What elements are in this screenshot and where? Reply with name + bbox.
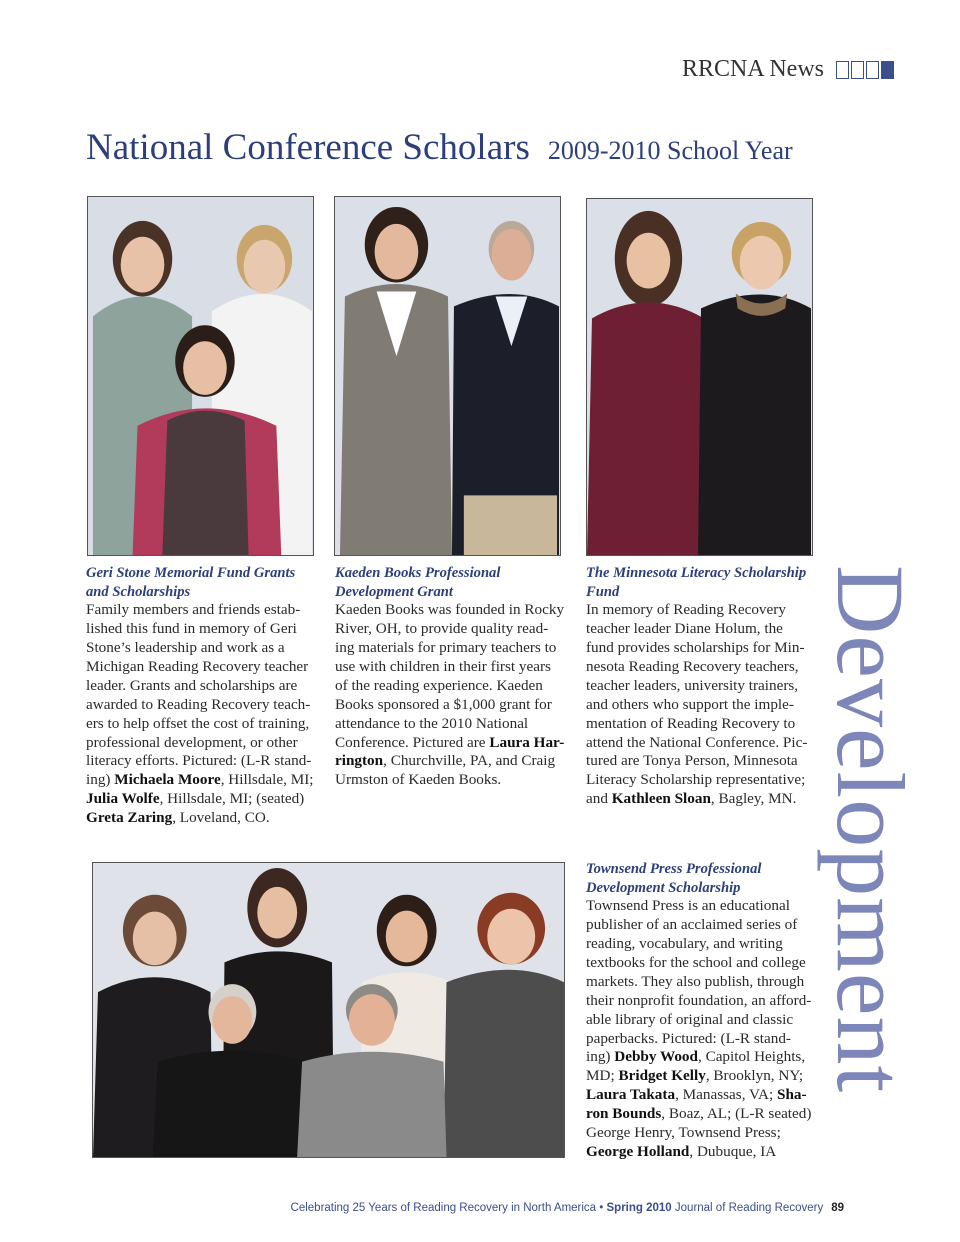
photo-kaeden-books — [334, 196, 561, 556]
section-marker-icon — [834, 61, 894, 79]
person-name: Sha- — [777, 1086, 807, 1104]
person-name: Greta Zaring — [86, 809, 173, 827]
title-main: National Conference Scholars — [86, 127, 530, 168]
page-title — [86, 126, 793, 169]
section-label: RRCNA News — [681, 56, 824, 82]
caption-body: Kaeden Books was founded in Rocky River, OH, to provide quality read- ing materials for primary teachers to use with children in their first years of the reading experience. Kaeden Books sponsored a $1,000 grant for attendance to the 2010 National Conference. Pictured are Laura Har- rington, Churchville, PA, and Craig Urmston of Kaeden Books. — [335, 601, 565, 789]
side-section-title: Development — [817, 565, 924, 1094]
person-name: rington — [335, 752, 384, 770]
person-name: George Holland — [586, 1142, 690, 1160]
caption-body: Townsend Press is an educational publisher of an acclaimed series of reading, vocabulary, and writing textbooks for the school and college markets. They also publish, through their nonprofit foundation, an afford- able library of original and classic paperbacks. Pictured: (L-R stand- ing) Debby Wood, Capitol Heights, MD; Bridget Kelly, Brooklyn, NY; Laura Takata, Manassas, VA; Sha- ron Bounds, Boaz, AL; (L-R seated) George Henry, Townsend Press; George Holland, Dubuque, IA — [586, 897, 812, 1160]
caption-title: Kaeden Books Professional Development Grant — [335, 565, 501, 600]
page-number: 89 — [831, 1202, 844, 1214]
page-footer — [291, 1202, 844, 1214]
caption-geri-stone — [86, 564, 318, 828]
photo-geri-stone-scholars — [87, 196, 314, 556]
person-name: Laura Takata — [586, 1086, 676, 1104]
person-name: Kathleen Sloan — [611, 790, 711, 808]
footer-prefix: Celebrating 25 Years of Reading Recovery in North America • — [290, 1202, 607, 1214]
person-name: Julia Wolfe — [86, 790, 160, 808]
person-name: Debby Wood — [614, 1048, 698, 1066]
caption-title: The Minnesota Literacy Scholarship Fund — [586, 565, 807, 600]
photo-townsend-press — [92, 862, 565, 1158]
page-header — [682, 56, 894, 83]
title-sub: 2009-2010 School Year — [547, 136, 793, 165]
caption-kaeden-books — [335, 564, 567, 790]
person-name: Bridget Kelly — [618, 1067, 706, 1085]
caption-title: Townsend Press Professional Development Scholarship — [586, 861, 762, 896]
caption-title: Geri Stone Memorial Fund Grants and Scholarships — [86, 565, 296, 600]
person-name: ron Bounds — [586, 1105, 662, 1123]
caption-minnesota-literacy — [586, 564, 818, 809]
person-name: Laura Har- — [489, 733, 565, 751]
footer-journal: Journal of Reading Recovery — [671, 1202, 824, 1214]
caption-body: Family members and friends estab- lished this fund in memory of Geri Stone’s leadership and work as a Michigan Reading Recovery teacher leader. Grants and scholarships are awarded to Reading Recovery teach- ers to help offset the cost of training, professional development, or other literacy efforts. Pictured: (L-R stand- ing) Michaela Moore, Hillsdale, MI; Julia Wolfe, Hillsdale, MI; (seated) Greta Zaring, Loveland, CO. — [86, 601, 314, 827]
photo-minnesota-literacy — [586, 198, 813, 556]
footer-issue: Spring 2010 — [606, 1202, 672, 1214]
caption-townsend-press — [586, 860, 818, 1162]
person-name: Michaela Moore — [114, 771, 221, 789]
caption-body: In memory of Reading Recovery teacher leader Diane Holum, the fund provides scholarships for Min- nesota Reading Recovery teachers, teacher leaders, university trainers, and others who support the imple- mentation of Reading Recovery to attend the National Conference. Pic- tured are Tonya Person, Minnesota Literacy Scholarship representative; and Kathleen Sloan, Bagley, MN. — [586, 601, 808, 808]
